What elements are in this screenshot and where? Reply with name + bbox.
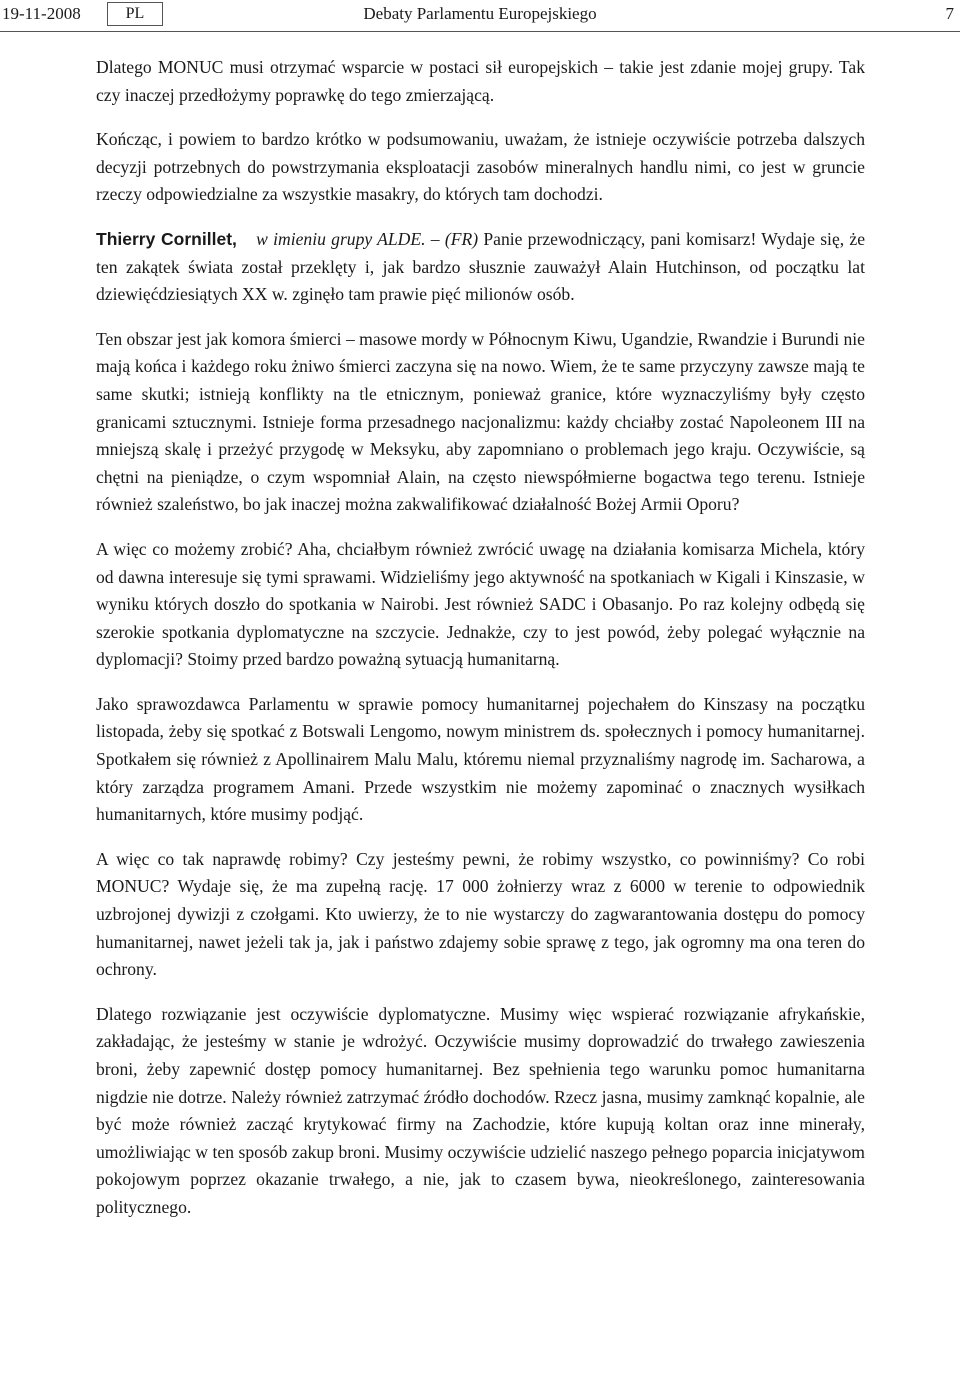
paragraph: Dlatego MONUC musi otrzymać wsparcie w postaci sił europejskich – takie jest zdanie mojej grupy. Tak czy inaczej przedłożymy poprawkę do tego zmierzającą. bbox=[96, 57, 865, 105]
speaker-name: Thierry Cornillet, bbox=[96, 228, 237, 249]
paragraph: A więc co możemy zrobić? Aha, chciałbym również zwrócić uwagę na działania komisarza Michela, który od dawna interesuje się tymi sprawami. Widzieliśmy jego aktywność na spotkaniach w Kigali i Kinszasie, w wyniku których doszło do spotkania w Nairobi. Jest również SADC i Obasanjo. Po raz kolejny odbędą się szerokie spotkania dyplomatyczne na szczycie. Jednakże, czy to jest powód, żeby polegać wyłącznie na dyplomacji? Stoimy przed bardzo poważną sytuacją humanitarną. bbox=[96, 538, 865, 670]
header-divider bbox=[0, 31, 960, 32]
header-date: 19-11-2008 bbox=[2, 4, 81, 23]
speaker-capacity: w imieniu grupy ALDE. bbox=[256, 228, 426, 249]
paragraph: A więc co tak naprawdę robimy? Czy jesteśmy pewni, że robimy wszystko, co powinniśmy? Co robi MONUC? Wydaje się, że ma zupełną rację. 17 000 żołnierzy wraz z 6000 w terenie to odpowiednik uzbrojonej dywizji z czołgami. Kto uwierzy, że to nie wystarczy do zagwarantowania dostępu do pomocy humanitarnej, nawet jeżeli tak ja, jak i państwo zdajemy sobie sprawę z tego, jak ogromny ma ona teren do ochrony. bbox=[96, 848, 865, 980]
paragraph: Kończąc, i powiem to bardzo krótko w podsumowaniu, uważam, że istnieje oczywiście potrzeba dalszych decyzji potrzebnych do powstrzymania eksploatacji zasobów mineralnych handlu nimi, co jest w gruncie rzeczy odpowiedzialne za wszystkie masakry, do których tam dochodzi. bbox=[96, 129, 865, 205]
speech-intro bbox=[96, 226, 865, 309]
paragraph: Dlatego rozwiązanie jest oczywiście dyplomatyczne. Musimy więc wspierać rozwiązanie afrykańskie, zakładając, że jesteśmy w stanie je wdrożyć. Oczywiście musimy doprowadzić do trwałego zawieszenia broni, żeby zapewnić dostęp pomocy humanitarnej. Bez spełnienia tego warunku pomoc humanitarna nigdzie nie dotrze. Należy również zatrzymać źródło dochodów. Rzecz jasna, musimy zamknąć kopalnie, ale być może również zacząć krytykować firmy na Zachodzie, które kupują koltan oraz inne minerały, umożliwiając w ten sposób zakup broni. Musimy oczywiście udzielić naszego pełnego poparcia inicjatywom pokojowym poprzez okazanie trwałego, a nie, jak to czasem bywa, nieokreślonego, zainteresowania politycznego. bbox=[96, 1003, 865, 1217]
dash: – bbox=[430, 228, 440, 249]
page-header bbox=[0, 0, 960, 34]
speech-opening: Panie przewodniczący, pani komisarz! Wydaje się, że ten zakątek świata został przeklęty i, jak bardzo słusznie zauważył Alain Hutchinson, od początku lat dziewięćdziesiątych XX w. zginęło tam prawie pięć milionów osób. bbox=[96, 228, 866, 305]
language-code: (FR) bbox=[444, 228, 479, 249]
paragraph: Jako sprawozdawca Parlamentu w sprawie pomocy humanitarnej pojechałem do Kinszasy na początku listopada, żeby się spotkać z Botswali Lengomo, nowym ministrem ds. społecznych i pomocy humanitarnej. Spotkałem się również z Apollinairem Malu Malu, któremu niemal przyznaliśmy nagrodę im. Sacharowa, a który zarządza programem Amani. Przede wszystkim nie możemy zapominać o znacznych wysiłkach humanitarnych, które musimy podjąć. bbox=[96, 693, 865, 825]
document-title: Debaty Parlamentu Europejskiego bbox=[363, 4, 597, 23]
language-badge: PL bbox=[107, 2, 163, 26]
paragraph: Ten obszar jest jak komora śmierci – masowe mordy w Północnym Kiwu, Ugandzie, Rwandzie i Burundi nie mają końca i każdego roku żniwo śmierci zaczyna się na nowo. Wiem, że te same przyczyny zawsze mają te same skutki; istnieją konflikty na tle etnicznym, ponieważ granice, które wyznaczyliśmy były często granicami sztucznymi. Istnieje forma przesadnego nacjonalizmu: każdy chciałby zostać Napoleonem III na mniejszą skalę i przeżyć przygodę w Meksyku, aby zapomniano o problemach jego kraju. Oczywiście, są chętni na pieniądze, o czym wspomniał Alain, na często niewspółmierne bogactwa tego terenu. Istnieje również szaleństwo, bo jak inaczej można zakwalifikować działalność Bożej Armii Oporu? bbox=[96, 328, 865, 515]
document-body bbox=[96, 54, 865, 1239]
page-number: 7 bbox=[945, 4, 954, 23]
